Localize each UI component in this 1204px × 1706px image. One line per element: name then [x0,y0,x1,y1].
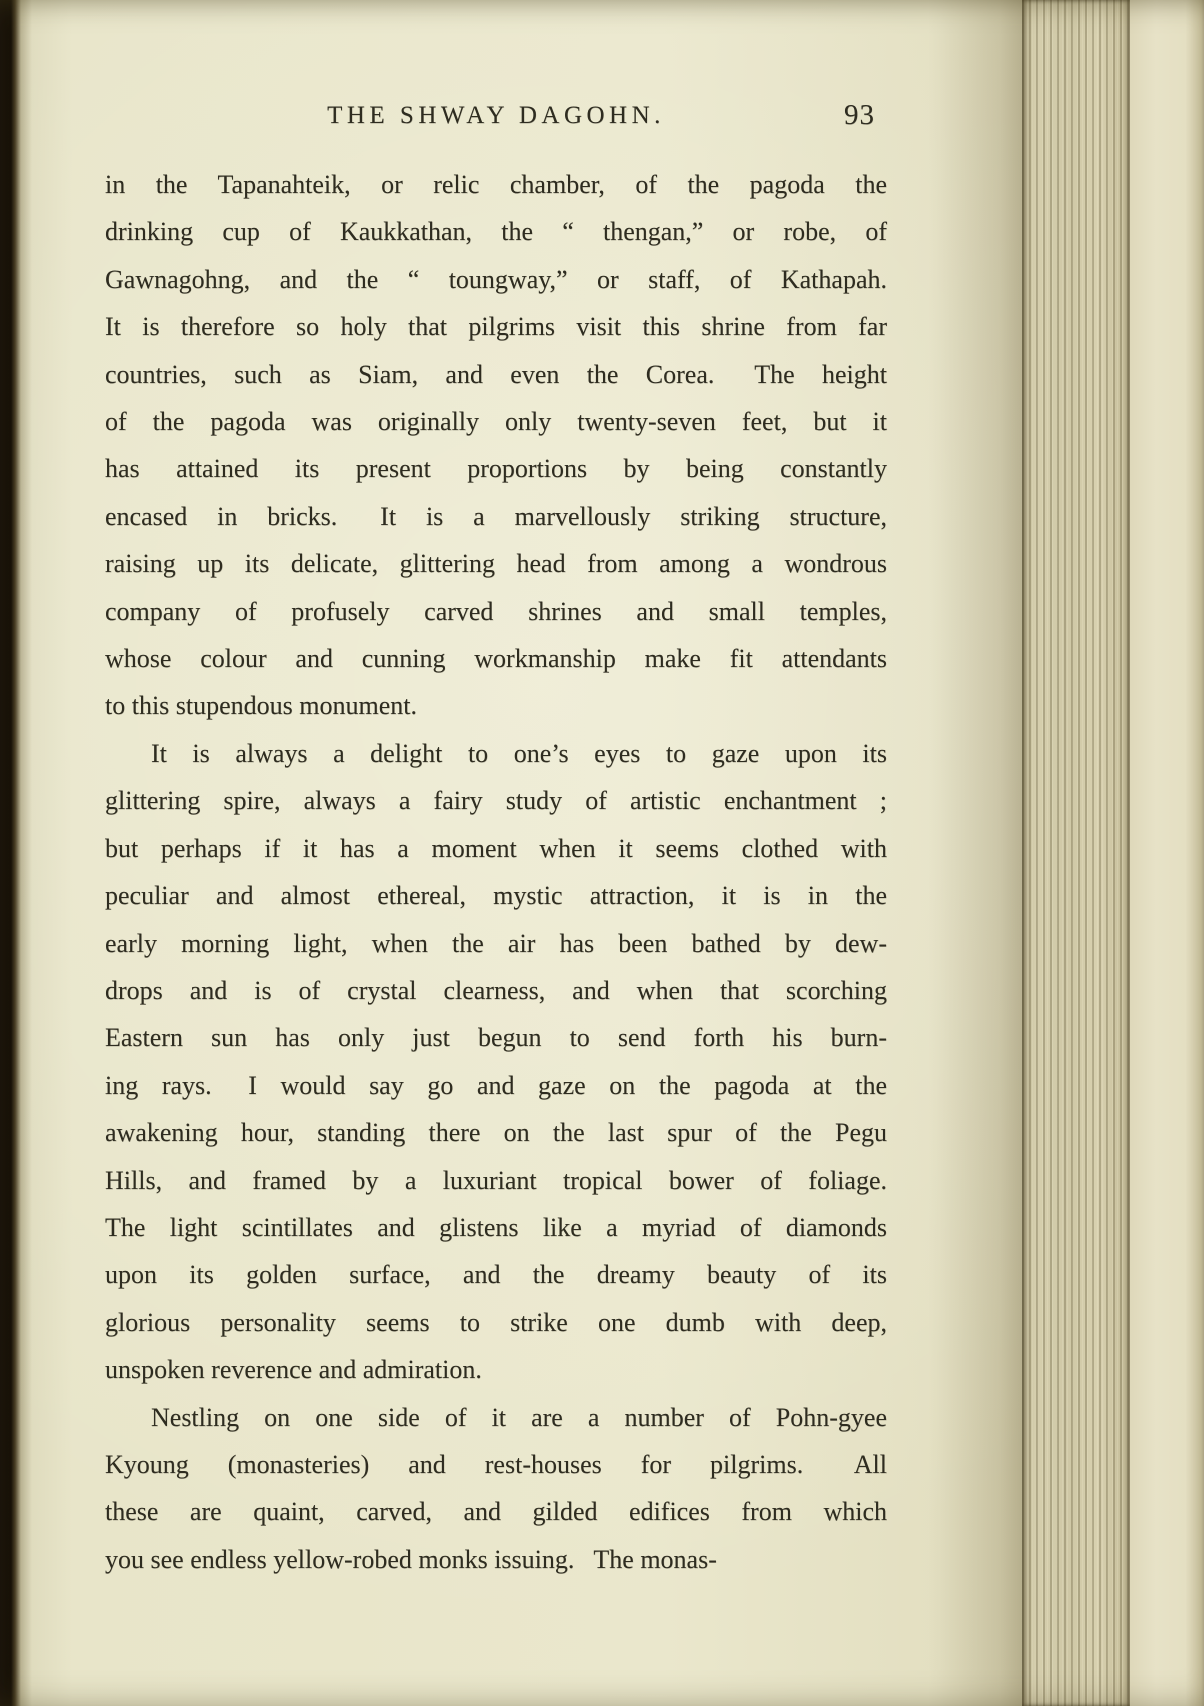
text-line: It is always a delight to one’s eyes to gaze upon its [151,738,887,768]
text-line: but perhaps if it has a moment when it seems clothed with [105,833,887,863]
text-line: drinking cup of Kaukkathan, the “ thengan,” or robe, of [105,217,887,247]
book-cover-edge [1130,0,1204,1706]
text-line: whose colour and cunning workmanship make fit attendants [105,644,887,674]
running-title: THE SHWAY DAGOHN. [327,102,665,129]
text-line: to this stupendous monument. [105,691,417,721]
text-line: in the Tapanahteik, or relic chamber, of the pagoda the [105,170,887,199]
text-line: company of profusely carved shrines and small temples, [105,596,887,626]
text-line: It is therefore so holy that pilgrims visit this shrine from far [105,312,887,342]
text-line: raising up its delicate, glittering head from among a wondrous [105,549,887,579]
text-line: unspoken reverence and admiration. [105,1355,482,1385]
page-header [105,99,887,144]
text-line: Gawnagohng, and the “ toungway,” or staff, of Kathapah. [105,264,887,294]
text-line: Kyoung (monasteries) and rest-houses for pilgrims. All [105,1449,887,1479]
page-number: 93 [844,99,875,131]
text-line: peculiar and almost ethereal, mystic attraction, it is in the [105,881,887,911]
text-line: awakening hour, standing there on the last spur of the Pegu [105,1118,887,1148]
text-line: ing rays. I would say go and gaze on the pagoda at the [105,1070,887,1100]
text-line: The light scintillates and glistens like a myriad of diamonds [105,1212,887,1242]
text-line: of the pagoda was originally only twenty-seven feet, but it [105,407,887,437]
text-line: has attained its present proportions by being constantly [105,454,887,484]
book-binding-edge [0,0,32,1706]
text-line: early morning light, when the air has been bathed by dew- [105,928,887,958]
gutter-shadow [928,0,1024,1706]
text-line: glittering spire, always a fairy study of artistic enchantment ; [105,786,887,816]
text-line: upon its golden surface, and the dreamy beauty of its [105,1260,887,1290]
text-line: Hills, and framed by a luxuriant tropical bower of foliage. [105,1165,887,1195]
text-line: glorious personality seems to strike one dumb with deep, [105,1307,887,1337]
text-line: these are quaint, carved, and gilded edifices from which [105,1497,887,1527]
book-page-edges [1022,0,1130,1706]
page-text [105,161,887,1583]
text-line: countries, such as Siam, and even the Corea. The height [105,359,887,389]
text-line: you see endless yellow-robed monks issuing. The monas- [105,1544,717,1574]
text-line: drops and is of crystal clearness, and when that scorching [105,975,887,1005]
text-line: encased in bricks. It is a marvellously striking structure, [105,501,887,531]
text-line: Nestling on one side of it are a number of Pohn-gyee [151,1402,887,1432]
text-line: Eastern sun has only just begun to send forth his burn- [105,1023,887,1053]
